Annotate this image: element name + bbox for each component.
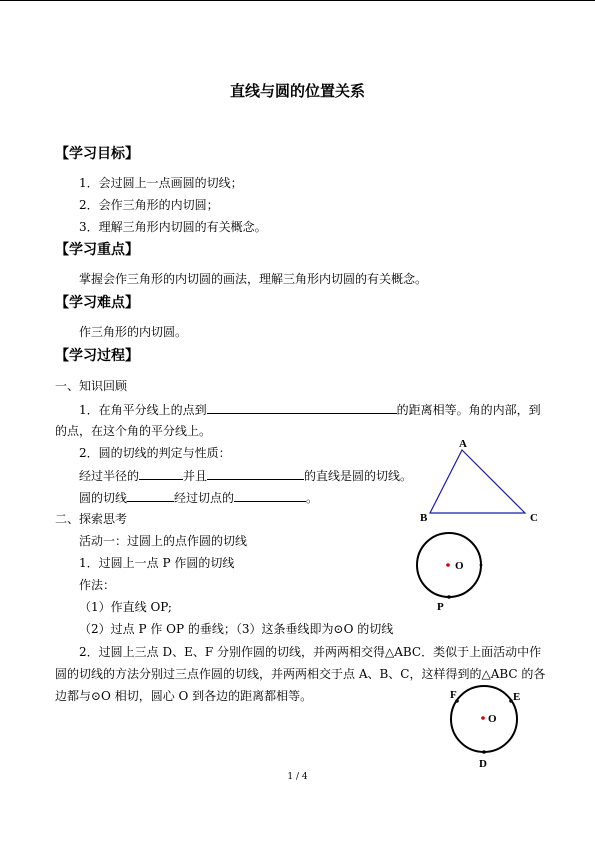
circle-mark (480, 564, 483, 567)
explore-item-1: 1．过圆上一点 P 作圆的切线 (79, 556, 235, 570)
explore-step-1: （1）作直线 OP; (79, 600, 172, 614)
review-q2-l1-b: 并且 (183, 469, 208, 483)
explore-activity: 活动一：过圆上的点作圆的切线 (79, 534, 248, 548)
review-q2-line1 (79, 467, 412, 484)
triangle-abc (430, 450, 525, 513)
heading-process: 【学习过程】 (55, 348, 139, 364)
label-o: O (455, 560, 464, 572)
label-a: A (459, 438, 467, 450)
difficulties-text: 作三角形的内切圆。 (79, 325, 188, 339)
label-p: P (437, 601, 444, 613)
heading-goals: 【学习目标】 (55, 146, 139, 162)
label-o-2: O (488, 713, 497, 725)
circle-def-figure (444, 687, 534, 772)
top-rule (0, 0, 595, 1)
heading-difficulties: 【学习难点】 (55, 295, 139, 311)
explore-method: 作法： (79, 578, 116, 592)
fill-blank (139, 467, 183, 480)
label-e: E (513, 691, 521, 703)
goal-item-1: 1．会过圆上一点画圆的切线； (79, 176, 243, 190)
explore-item-2-line1: 2．过圆上三点 D、E、F 分别作圆的切线，并两两相交得△ABC．类似于上面活动中作 (79, 645, 542, 659)
page-number: 1 / 4 (287, 772, 308, 782)
review-q2-l2-b: 经过切点的 (174, 491, 235, 505)
label-f: F (450, 689, 457, 701)
center-dot (446, 563, 450, 567)
explore-item-2-line2: 圆的切线的方法分别过三点作圆的切线，并两两相交于点 A、B、C，这样得到的△ABC 的各 (55, 667, 546, 681)
label-d: D (479, 758, 487, 770)
fill-blank (234, 489, 306, 502)
fill-blank (127, 489, 174, 502)
review-q2-l1-c: 的直线是圆的切线。 (304, 469, 413, 483)
heading-key-points: 【学习重点】 (55, 242, 139, 258)
label-c: C (530, 512, 538, 524)
review-q2-title: 2．圆的切线的判定与性质： (79, 446, 231, 460)
explore-item-2-line3: 边都与⊙O 相切，圆心 O 到各边的距离都相等。 (55, 689, 313, 703)
explore-step-2: （2）过点 P 作 OP 的垂线；（3）这条垂线即为⊙O 的切线 (79, 622, 394, 636)
review-q1-line2: 的点，在这个角的平分线上。 (55, 424, 212, 438)
review-q1-line1 (79, 401, 541, 418)
page-title: 直线与圆的位置关系 (229, 82, 365, 100)
review-q1-text-a: 1．在角平分线上的点到 (79, 403, 207, 417)
review-q1-text-b: 的距离相等。角的内部，到 (396, 403, 541, 417)
label-b: B (420, 512, 428, 524)
review-q2-l2-a: 圆的切线 (79, 491, 128, 505)
point-d (482, 750, 486, 754)
circle-p-figure (412, 528, 492, 618)
fill-blank (207, 467, 304, 480)
goal-item-3: 3．理解三角形内切圆的有关概念。 (79, 220, 267, 234)
key-points-text: 掌握会作三角形的内切圆的画法，理解三角形内切圆的有关概念。 (79, 272, 428, 286)
fill-blank (207, 401, 397, 414)
review-q2-l2-c: 。 (306, 491, 319, 505)
goal-item-2: 2．会作三角形的内切圆； (79, 198, 219, 212)
review-q2-l1-a: 经过半径的 (79, 469, 140, 483)
point-p (447, 595, 451, 599)
triangle-figure (420, 438, 550, 528)
review-heading: 一、知识回顾 (55, 379, 128, 393)
explore-heading: 二、探索思考 (55, 512, 128, 526)
center-dot-2 (481, 716, 485, 720)
review-q2-line2 (79, 489, 318, 506)
